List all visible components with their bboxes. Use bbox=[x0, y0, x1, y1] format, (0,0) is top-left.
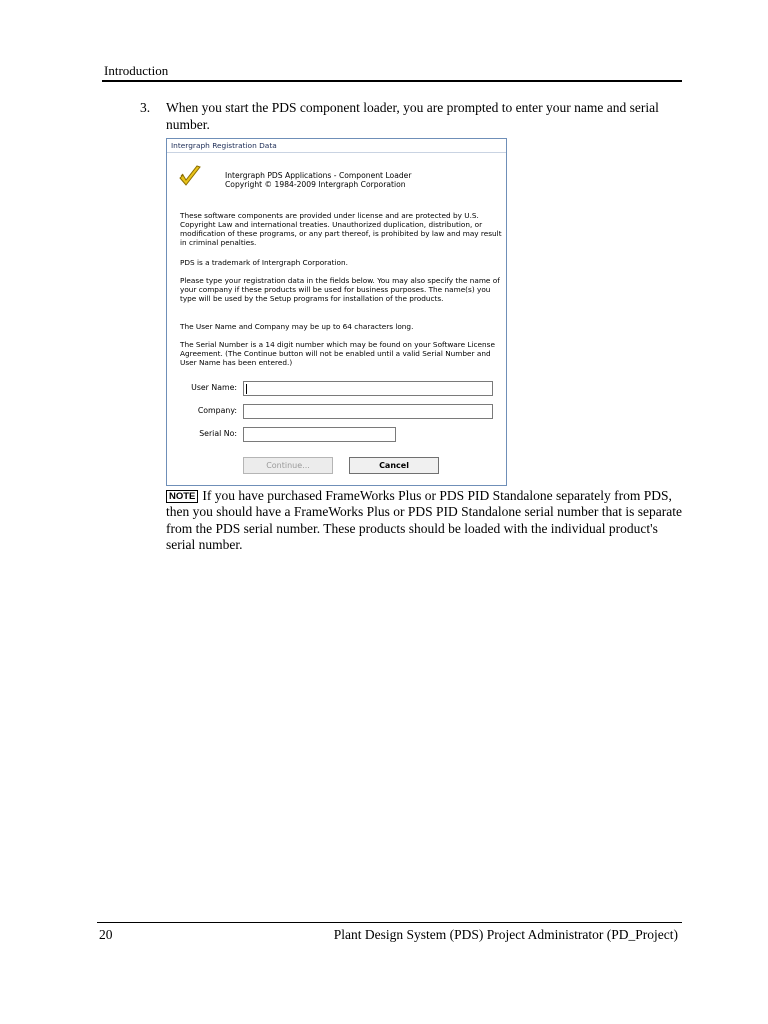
footer-rule bbox=[97, 922, 682, 923]
checkmark-icon bbox=[177, 163, 203, 189]
continue-button[interactable]: Continue... bbox=[243, 457, 333, 474]
dialog-title: Intergraph Registration Data bbox=[171, 141, 277, 150]
company-input[interactable] bbox=[243, 404, 493, 419]
license-paragraph: These software components are provided under license and are protected by U.S. Copyright Law and international treaties. Unauthorized duplication, distribution, or modification of these programs, or any part thereof, is prohibited by law and may result in criminal penalties. bbox=[180, 211, 502, 247]
length-paragraph: The User Name and Company may be up to 64 characters long. bbox=[180, 322, 414, 331]
page-number: 20 bbox=[99, 927, 113, 942]
cancel-button[interactable]: Cancel bbox=[349, 457, 439, 474]
step-number: 3. bbox=[140, 100, 151, 115]
dialog-titlebar bbox=[167, 139, 506, 153]
header-rule bbox=[102, 80, 682, 82]
text-caret bbox=[246, 384, 247, 394]
note-badge: NOTE bbox=[166, 490, 198, 503]
user-name-input[interactable] bbox=[243, 381, 493, 396]
header-section: Introduction bbox=[104, 63, 169, 78]
serial-label: Serial No: bbox=[199, 429, 237, 438]
note-text: If you have purchased FrameWorks Plus or PDS PID Standalone separately from PDS, then you should have a FrameWorks Plus or PDS PID Standalone serial number that is separate from the PDS serial number. These products should be loaded with the individual product's serial number. bbox=[166, 488, 682, 552]
instructions-paragraph: Please type your registration data in the fields below. You may also specify the name of your company if these products will be used for business purposes. The name(s) you type will be used by the Setup programs for installation of the products. bbox=[180, 276, 500, 303]
step-text: When you start the PDS component loader, you are prompted to enter your name and serial number. bbox=[166, 100, 659, 132]
note-block bbox=[166, 488, 686, 553]
trademark-paragraph: PDS is a trademark of Intergraph Corporation. bbox=[180, 258, 348, 267]
app-title-block bbox=[225, 171, 411, 189]
company-label: Company: bbox=[197, 406, 237, 415]
serial-paragraph: The Serial Number is a 14 digit number which may be found on your Software License Agreement. (The Continue button will not be enabled until a valid Serial Number and User Name has been entered.) bbox=[180, 340, 495, 367]
user-name-label: User Name: bbox=[191, 383, 237, 392]
serial-input[interactable] bbox=[243, 427, 396, 442]
app-name: Intergraph PDS Applications - Component Loader bbox=[225, 171, 412, 180]
app-copyright: Copyright © 1984-2009 Intergraph Corporation bbox=[225, 180, 406, 189]
footer-doc-title: Plant Design System (PDS) Project Administrator (PD_Project) bbox=[333, 927, 678, 942]
registration-dialog bbox=[166, 138, 507, 486]
